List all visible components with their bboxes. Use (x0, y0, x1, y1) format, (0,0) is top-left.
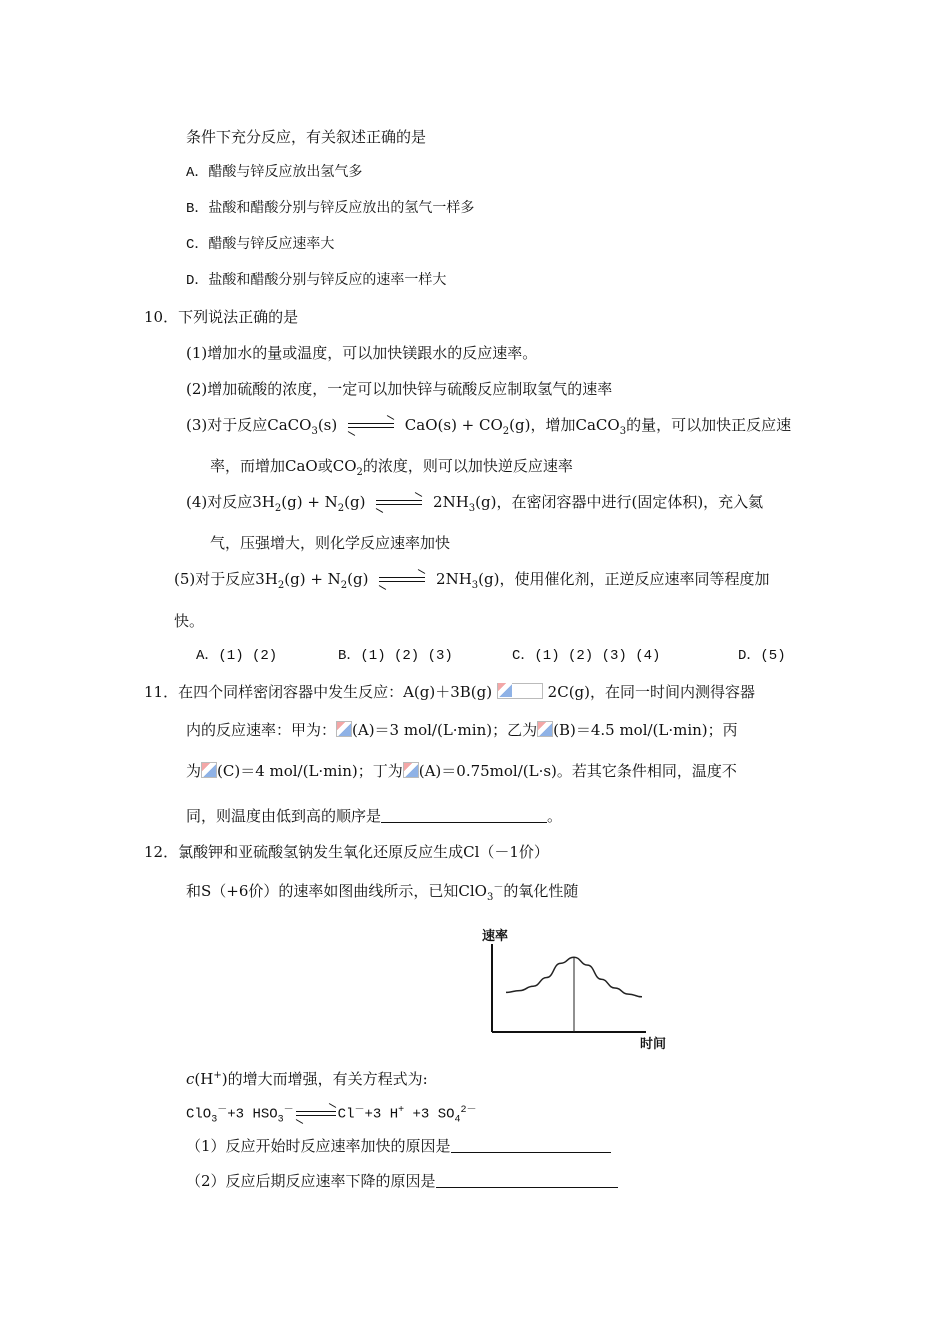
answer-blank[interactable] (451, 1152, 611, 1153)
q11-line-4: 同，则温度由低到高的顺序是 。 (186, 807, 563, 825)
q10-statement-3-cont: 率，而增加CaO或$CO_2$的浓度，则可以加快逆反应速率 (210, 457, 573, 478)
rate-symbol-image-icon (336, 721, 352, 737)
q10-stem: 10．下列说法正确的是 (144, 308, 299, 326)
q9-stem-tail: 条件下充分反应，有关叙述正确的是 (186, 128, 427, 146)
q10-option-c: C．(1) (2) (3) (4) (512, 648, 661, 664)
reversible-arrow-icon (296, 1109, 336, 1119)
q12-line-3: c(H+)的增大而增强，有关方程式为: (186, 1070, 428, 1088)
reversible-arrow-image-icon (497, 683, 543, 699)
q12-part-2: （2）反应后期反应速率下降的原因是 (186, 1170, 618, 1192)
q11-line-3: 为 (C)＝4 mol/(L·min)；丁为 (A)＝0.75mol/(L·s)。若其它条件相同，温度不 (186, 762, 737, 780)
q10-statement-4-cont: 气，压强增大，则化学反应速率加快 (210, 534, 451, 552)
answer-blank[interactable] (381, 822, 547, 823)
q11-line-2: 内的反应速率：甲为： (A)＝3 mol/(L·min)；乙为 (B)＝4.5 mol/(L·min)；丙 (186, 721, 738, 739)
answer-blank[interactable] (436, 1187, 618, 1188)
q12-equation: ClO$_3$－+3 $HSO_3^-$ Cl－+3 H+ +3 $SO_4^{2-}$ (186, 1105, 477, 1126)
chart-x-label: 时间 (640, 1037, 667, 1052)
q10-option-d: D．(5) (738, 648, 786, 664)
q10-statement-3: (3)对于反应CaCO$_3$(s) $CaO(s) + CO_2(g)$，增加CaCO$_3$的量，可以加快正反应速 (186, 416, 792, 437)
reversible-arrow-icon (376, 498, 422, 508)
q11-line-1: 11．在四个同样密闭容器中发生反应：A(g)＋3B(g) 2C(g)，在同一时间内测得容器 (144, 683, 755, 701)
q10-statement-5-cont: 快。 (174, 612, 205, 630)
q9-option-c: C．醋酸与锌反应速率大 (186, 237, 335, 253)
q12-line-2: 和S（+6价）的速率如图曲线所示，已知ClO$_3$－的氧化性随 (186, 882, 579, 903)
q9-option-a: A．醋酸与锌反应放出氢气多 (186, 165, 363, 181)
rate-symbol-image-icon (403, 762, 419, 778)
reversible-arrow-icon (348, 421, 394, 431)
q10-statement-4: (4)对反应$3H_2(g) + N_2(g)$ $2NH_3(g)$，在密闭容器中进行(固定体积)，充入氦 (186, 493, 764, 514)
q10-option-a: A．(1) (2) (196, 648, 278, 664)
reversible-arrow-icon (379, 575, 425, 585)
q10-statement-5: (5)对于反应$3H_2(g) + N_2(g)$ $2NH_3(g)$，使用催化剂，正逆反应速率同等程度加 (174, 570, 770, 591)
rate-symbol-image-icon (537, 721, 553, 737)
q10-statement-1: (1)增加水的量或温度，可以加快镁跟水的反应速率。 (186, 344, 538, 362)
q9-option-b: B．盐酸和醋酸分别与锌反应放出的氢气一样多 (186, 201, 475, 217)
q12-part-1: （1）反应开始时反应速率加快的原因是 (186, 1135, 611, 1157)
chart-y-label: 速率 (482, 929, 509, 944)
q10-option-b: B．(1) (2) (3) (338, 648, 453, 664)
rate-symbol-image-icon (201, 762, 217, 778)
rate-time-chart (478, 928, 674, 1052)
q12-line-1: 12．氯酸钾和亚硫酸氢钠发生氧化还原反应生成Cl（－1价） (144, 843, 549, 861)
q9-option-d: D．盐酸和醋酸分别与锌反应的速率一样大 (186, 273, 447, 289)
q10-statement-2: (2)增加硫酸的浓度，一定可以加快锌与硫酸反应制取氢气的速率 (186, 380, 613, 398)
